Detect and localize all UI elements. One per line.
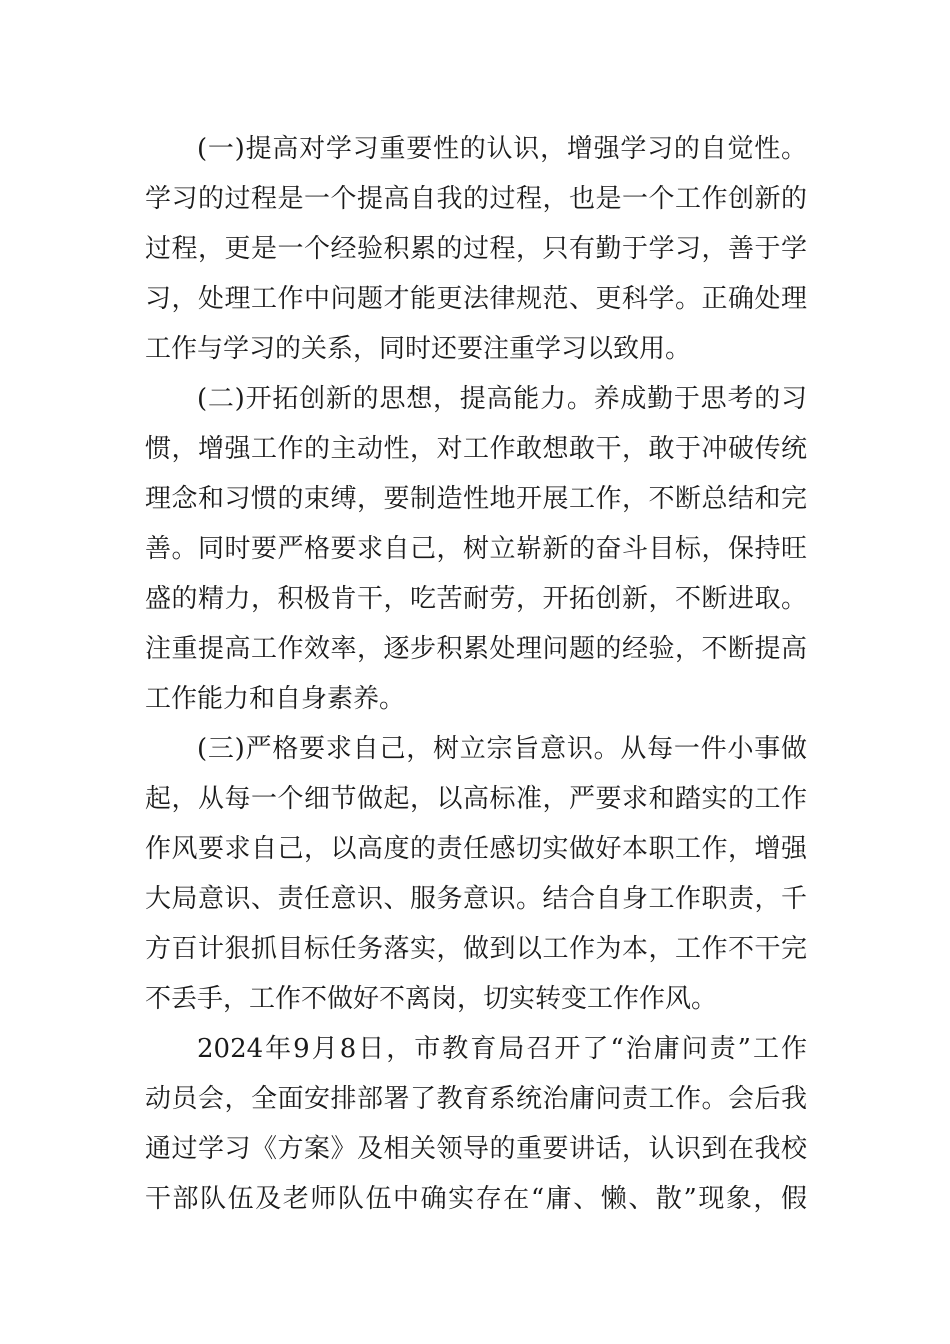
text-line: 动员会，全面安排部署了教育系统治庸问责工作。会后我 (145, 1084, 807, 1114)
text-line: 作风要求自己，以高度的责任感切实做好本职工作，增强 (145, 834, 807, 864)
text-line: 工作能力和自身素养。 (145, 684, 406, 714)
text-line: 通过学习《方案》及相关领导的重要讲话，认识到在我校 (145, 1134, 807, 1164)
text-line: 2024年9月8日，市教育局召开了“治庸问责”工作 (197, 1034, 807, 1064)
text-line: 方百计狠抓目标任务落实，做到以工作为本，工作不干完 (145, 934, 807, 964)
text-line: 注重提高工作效率，逐步积累处理问题的经验，不断提高 (145, 634, 807, 664)
paragraph-self-discipline (145, 724, 807, 1024)
paragraph-innovation (145, 374, 807, 724)
text-line: 善。同时要严格要求自己，树立崭新的奋斗目标，保持旺 (145, 534, 807, 564)
text-line: 盛的精力，积极肯干，吃苦耐劳，开拓创新，不断进取。 (145, 584, 807, 614)
text-line: 干部队伍及老师队伍中确实存在“庸、懒、散”现象，假 (145, 1184, 807, 1214)
text-line: 不丢手，工作不做好不离岗，切实转变工作作风。 (145, 984, 718, 1014)
text-line: 起，从每一个细节做起，以高标准，严要求和踏实的工作 (145, 784, 807, 814)
text-line: 学习的过程是一个提高自我的过程，也是一个工作创新的 (145, 184, 807, 214)
text-line: 工作与学习的关系，同时还要注重学习以致用。 (145, 334, 692, 364)
text-line: (一)提高对学习重要性的认识，增强学习的自觉性。 (197, 134, 807, 164)
text-line: (二)开拓创新的思想，提高能力。养成勤于思考的习 (197, 384, 807, 414)
text-line: 惯，增强工作的主动性，对工作敢想敢干，敢于冲破传统 (145, 434, 807, 464)
text-line: 大局意识、责任意识、服务意识。结合自身工作职责，千 (145, 884, 807, 914)
paragraph-learning-awareness (145, 124, 807, 374)
document-body (145, 124, 807, 1224)
text-line: (三)严格要求自己，树立宗旨意识。从每一件小事做 (197, 734, 807, 764)
text-line: 过程，更是一个经验积累的过程，只有勤于学习，善于学 (145, 234, 807, 264)
text-line: 理念和习惯的束缚，要制造性地开展工作，不断总结和完 (145, 484, 807, 514)
text-line: 习，处理工作中问题才能更法律规范、更科学。正确处理 (145, 284, 807, 314)
paragraph-meeting-report (145, 1024, 807, 1224)
